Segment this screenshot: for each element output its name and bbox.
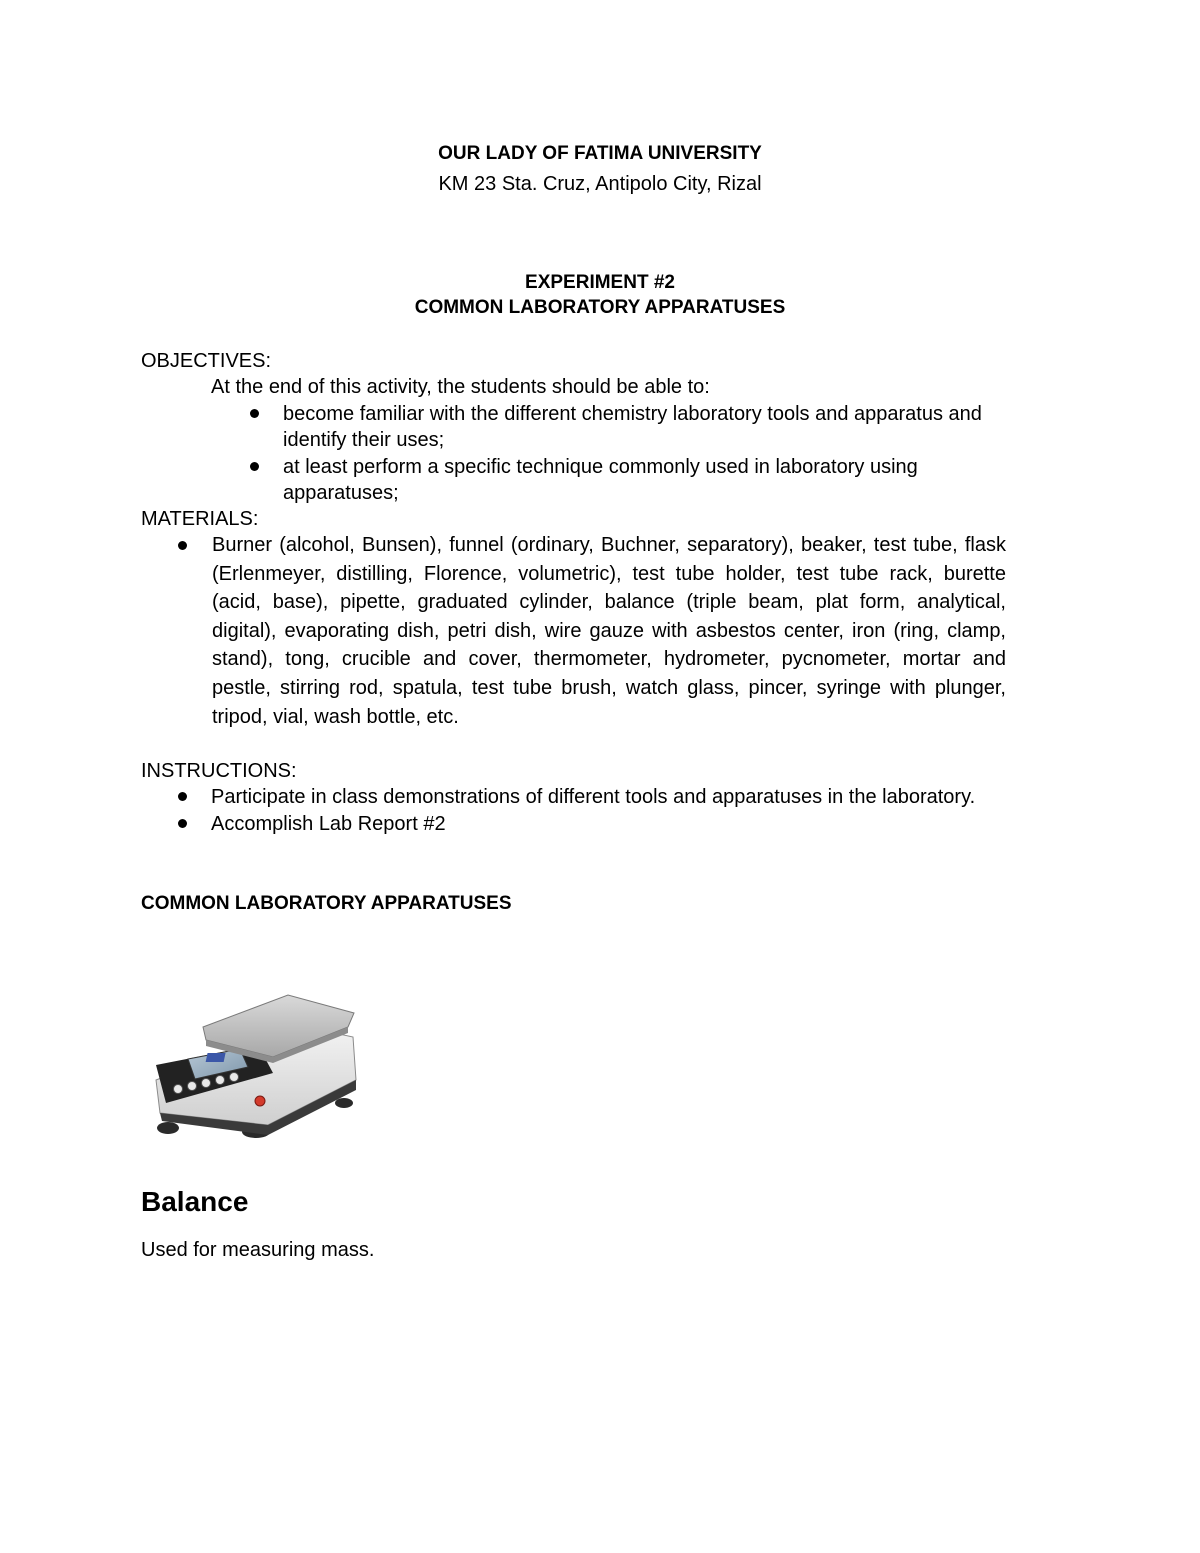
bullet-icon (250, 409, 259, 418)
experiment-title: COMMON LABORATORY APPARATUSES (414, 297, 786, 318)
bullet-icon (178, 792, 187, 801)
materials-list: Burner (alcohol, Bunsen), funnel (ordinary, Buchner, separatory), beaker, test tube, flask (Erlenmeyer, distilling, Florence, volumetric), test tube holder, test tube rack, burette (acid, base), pipette, graduated cylinder, balance (triple beam, plat form, analytical, digital), evaporating dish, petri dish, wire gauze with asbestos center, iron (ring, clamp, stand), tong, crucible and cover, thermometer, hydrometer, pycnometer, mortar and pestle, stirring rod, spatula, test tube brush, watch glass, pincer, syringe with plunger, tripod, vial, wash bottle, etc. (212, 534, 1006, 728)
university-address: KM 23 Sta. Cruz, Antipolo City, Rizal (438, 173, 762, 195)
section-title: COMMON LABORATORY APPARATUSES (141, 893, 512, 914)
instruction-item-1: Participate in class demonstrations of different tools and apparatuses in the laboratory. (211, 786, 976, 808)
instructions-label: INSTRUCTIONS: (141, 760, 297, 782)
objectives-intro: At the end of this activity, the students should be able to: (211, 376, 710, 398)
bullet-icon (250, 462, 259, 471)
objective-item-1-line-2: identify their uses; (283, 429, 445, 451)
apparatus-name: Balance (141, 1186, 249, 1217)
instruction-item-2: Accomplish Lab Report #2 (211, 813, 446, 835)
objective-item-2-line-1: at least perform a specific technique commonly used in laboratory using (283, 456, 918, 478)
balance-image (148, 985, 363, 1140)
bullet-icon (178, 541, 187, 550)
bullet-icon (178, 819, 187, 828)
objectives-label: OBJECTIVES: (141, 350, 272, 372)
digital-balance-illustration (148, 985, 363, 1140)
apparatus-description: Used for measuring mass. (141, 1239, 375, 1261)
materials-label: MATERIALS: (141, 508, 259, 530)
experiment-number: EXPERIMENT #2 (525, 272, 675, 293)
objective-item-1-line-1: become familiar with the different chemistry laboratory tools and apparatus and (283, 403, 982, 425)
university-name: OUR LADY OF FATIMA UNIVERSITY (438, 143, 762, 164)
objective-item-2-line-2: apparatuses; (283, 482, 399, 504)
